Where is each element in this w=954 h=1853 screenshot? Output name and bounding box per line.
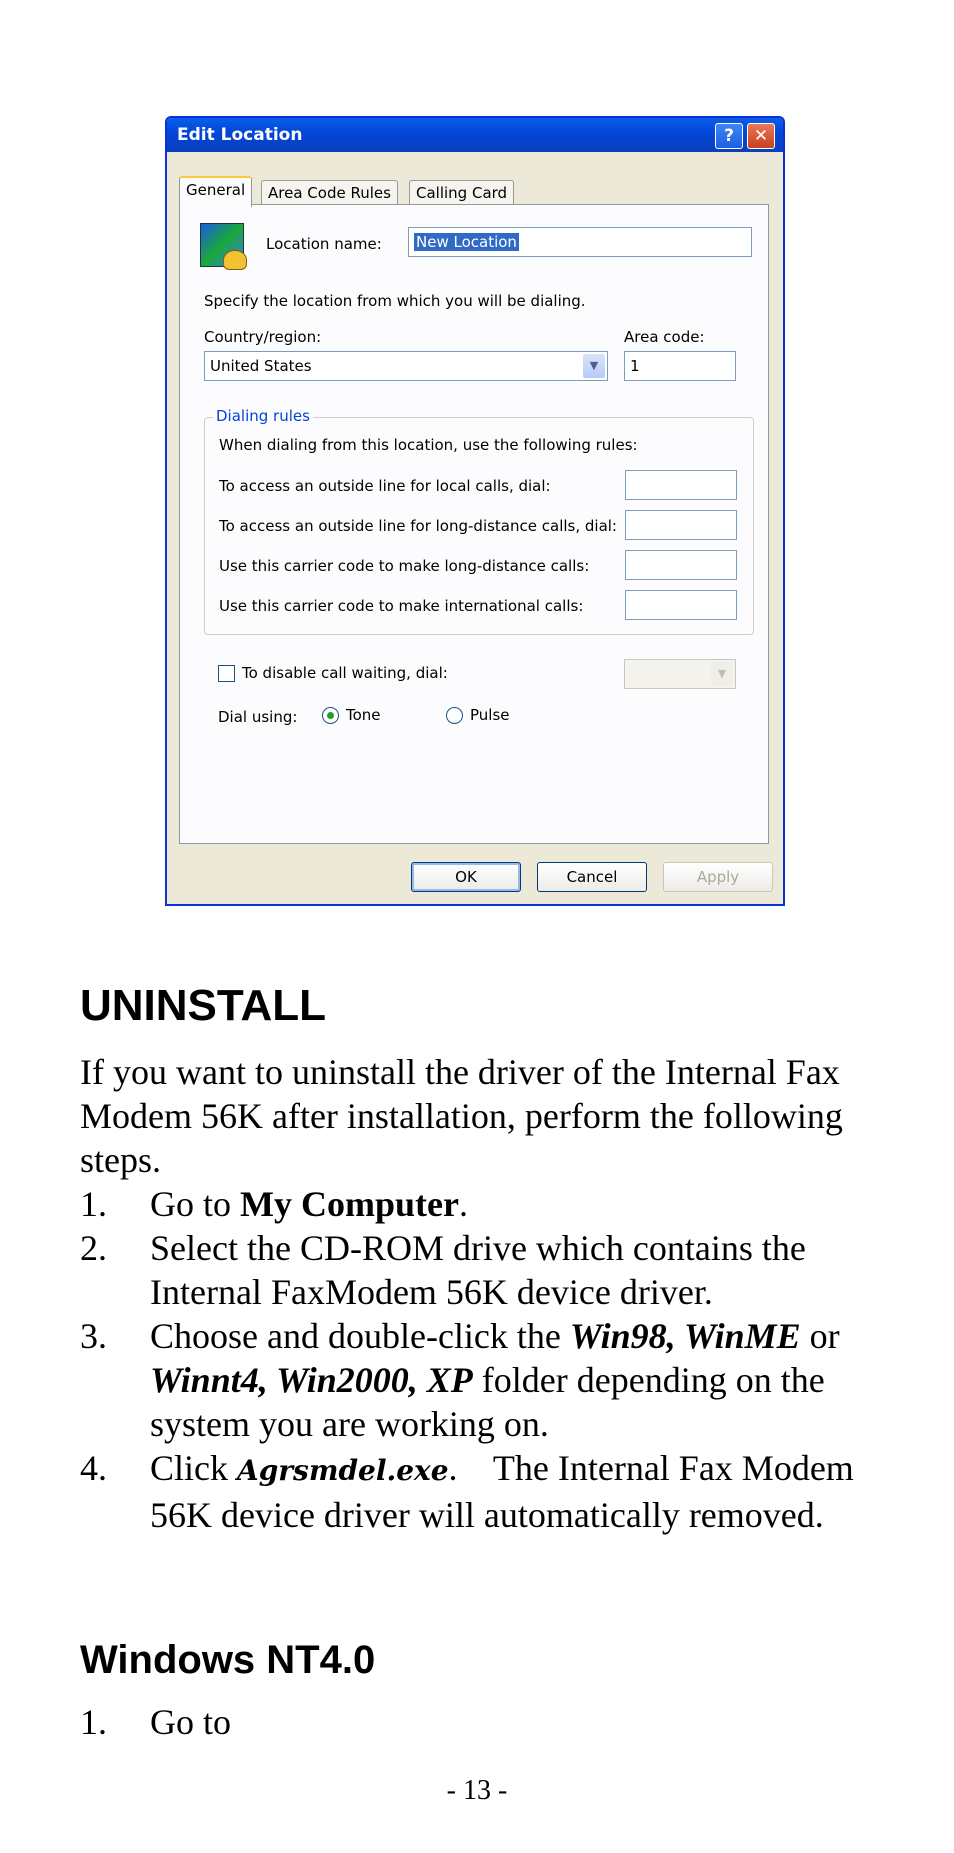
local-calls-label: To access an outside line for local calls, dial: — [219, 477, 551, 495]
dialing-rules-title: Dialing rules — [213, 407, 313, 425]
pulse-radio[interactable] — [446, 707, 463, 724]
chevron-down-icon[interactable]: ▼ — [583, 354, 605, 378]
specify-location-text: Specify the location from which you will be dialing. — [204, 292, 586, 310]
long-distance-input[interactable] — [625, 510, 737, 540]
tab-general[interactable]: General — [179, 176, 252, 207]
country-region-label: Country/region: — [204, 328, 322, 346]
uninstall-heading: UNINSTALL — [80, 981, 327, 1030]
list-item: 1. Go to — [80, 1702, 231, 1742]
dialog-titlebar — [167, 118, 783, 152]
dialing-rules-intro: When dialing from this location, use the following rules: — [219, 436, 638, 454]
general-panel — [179, 204, 769, 844]
edit-location-dialog — [165, 116, 785, 906]
cancel-button[interactable]: Cancel — [537, 862, 647, 892]
country-region-select[interactable] — [204, 351, 608, 381]
apply-button[interactable]: Apply — [663, 862, 773, 892]
help-button[interactable]: ? — [715, 123, 743, 149]
nt-steps — [80, 1700, 900, 1744]
ld-carrier-code-input[interactable] — [625, 550, 737, 580]
dialing-rules-group — [204, 407, 754, 635]
list-item: 3. Choose and double-click the Win98, WinME or Winnt4, Win2000, XP folder depending on the system you are working on. — [80, 1316, 840, 1444]
call-waiting-label: To disable call waiting, dial: — [242, 664, 448, 682]
chevron-down-icon[interactable]: ▼ — [711, 662, 733, 686]
uninstall-intro: If you want to uninstall the driver of the Internal Fax Modem 56K after installation, perform the following steps. — [80, 1052, 843, 1180]
uninstall-steps — [80, 1182, 900, 1537]
dial-using-label: Dial using: — [218, 708, 298, 726]
tone-radio[interactable] — [322, 707, 339, 724]
area-code-label: Area code: — [624, 328, 705, 346]
call-waiting-checkbox[interactable] — [218, 665, 235, 682]
location-name-input[interactable] — [408, 227, 752, 257]
windows-nt-heading: Windows NT4.0 — [80, 1638, 376, 1682]
list-item: 4. Click Agrsmdel.exe. The Internal Fax Modem 56K device driver will automatically removed. — [80, 1448, 863, 1535]
country-region-value: United States — [210, 357, 312, 375]
area-code-input[interactable] — [624, 351, 736, 381]
location-name-label: Location name: — [266, 235, 382, 253]
local-calls-input[interactable] — [625, 470, 737, 500]
long-distance-label: To access an outside line for long-distance calls, dial: — [219, 517, 617, 535]
dialog-title: Edit Location — [177, 125, 303, 145]
list-item: 2. Select the CD-ROM drive which contains the Internal FaxModem 56K device driver. — [80, 1228, 806, 1312]
intl-carrier-code-label: Use this carrier code to make international calls: — [219, 597, 584, 615]
call-waiting-select[interactable] — [624, 659, 736, 689]
list-item: 1. Go to My Computer. — [80, 1184, 468, 1224]
location-globe-phone-icon — [200, 223, 244, 267]
ld-carrier-code-label: Use this carrier code to make long-distance calls: — [219, 557, 590, 575]
page-number: - 13 - — [446, 1775, 508, 1806]
intl-carrier-code-input[interactable] — [625, 590, 737, 620]
tab-calling-card[interactable]: Calling Card — [409, 180, 514, 205]
tone-label: Tone — [346, 706, 381, 724]
tab-area-code-rules[interactable]: Area Code Rules — [261, 180, 398, 205]
area-code-value: 1 — [630, 357, 640, 375]
location-name-value: New Location — [416, 233, 517, 251]
pulse-label: Pulse — [470, 706, 510, 724]
ok-button[interactable]: OK — [411, 862, 521, 892]
close-button[interactable]: ✕ — [747, 123, 775, 149]
